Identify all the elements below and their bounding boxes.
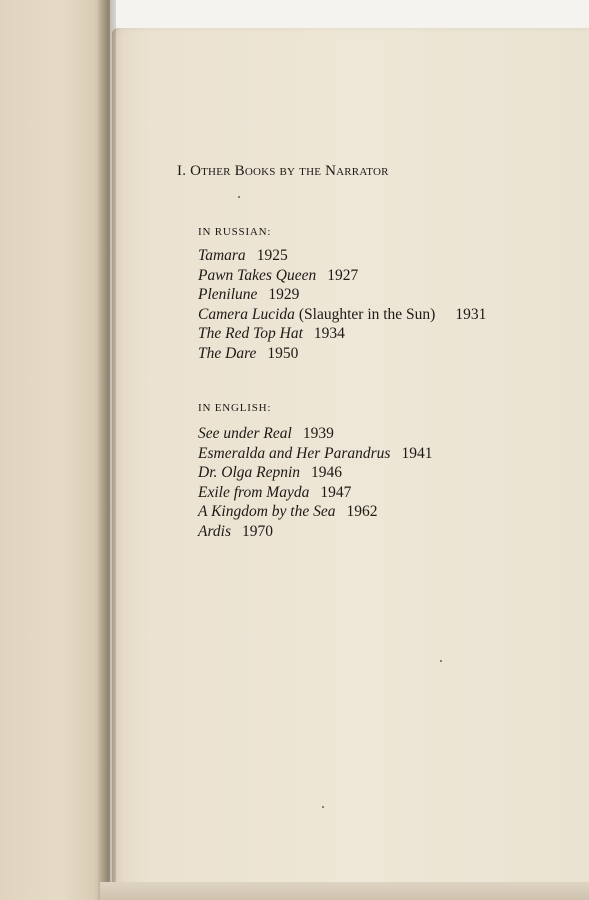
page-edge xyxy=(100,882,589,900)
list-item xyxy=(198,344,486,364)
book-year: 1962 xyxy=(346,503,378,520)
book-title: Tamara xyxy=(198,247,246,264)
book-title: The Dare xyxy=(198,344,257,362)
list-item xyxy=(198,424,432,444)
list-item xyxy=(198,502,432,522)
book-title: Pawn Takes Queen xyxy=(198,266,317,284)
book-title: The Red Top Hat xyxy=(198,325,303,342)
list-item xyxy=(198,305,486,325)
book-title: Plenilune xyxy=(198,286,258,303)
book-year: 1931 xyxy=(455,305,487,323)
book-list-english xyxy=(198,424,432,541)
book-title: See under Real xyxy=(198,425,292,442)
book-subtitle: (Slaughter in the Sun) xyxy=(298,305,436,323)
book-title: Camera Lucida xyxy=(198,305,295,323)
book-list-russian xyxy=(198,246,486,363)
book-title: Esmeralda and Her Parandrus xyxy=(198,444,391,462)
list-item xyxy=(198,324,486,344)
book-year: 1939 xyxy=(302,425,334,442)
left-page xyxy=(0,0,110,900)
book-year: 1950 xyxy=(267,344,299,362)
book-title: A Kingdom by the Sea xyxy=(198,503,336,520)
book-year: 1934 xyxy=(313,325,345,342)
book-year: 1946 xyxy=(311,464,343,481)
book-gutter xyxy=(98,0,116,900)
list-item xyxy=(198,522,432,542)
section-label-russian: IN RUSSIAN: xyxy=(198,226,272,238)
heading-title: Other Books by the Narrator xyxy=(190,163,389,179)
list-item xyxy=(198,444,432,464)
book-year: 1941 xyxy=(401,444,433,462)
paper-speck xyxy=(440,660,442,662)
paper-speck xyxy=(238,196,240,198)
book-title: Exile from Mayda xyxy=(198,483,310,501)
book-year: 1929 xyxy=(268,286,300,303)
book-year: 1927 xyxy=(327,266,359,284)
paper-speck xyxy=(322,806,324,808)
list-item xyxy=(198,483,432,503)
list-item xyxy=(198,463,432,483)
book-year: 1970 xyxy=(242,522,274,540)
book-title: Ardis xyxy=(198,522,232,540)
page-heading xyxy=(177,163,389,180)
book-year: 1925 xyxy=(256,247,288,264)
list-item xyxy=(198,246,486,266)
heading-numeral: I. xyxy=(177,163,187,179)
section-label-english: IN ENGLISH: xyxy=(198,402,272,414)
list-item xyxy=(198,266,486,286)
list-item xyxy=(198,285,486,305)
book-year: 1947 xyxy=(320,483,352,501)
book-title: Dr. Olga Repnin xyxy=(198,464,301,481)
